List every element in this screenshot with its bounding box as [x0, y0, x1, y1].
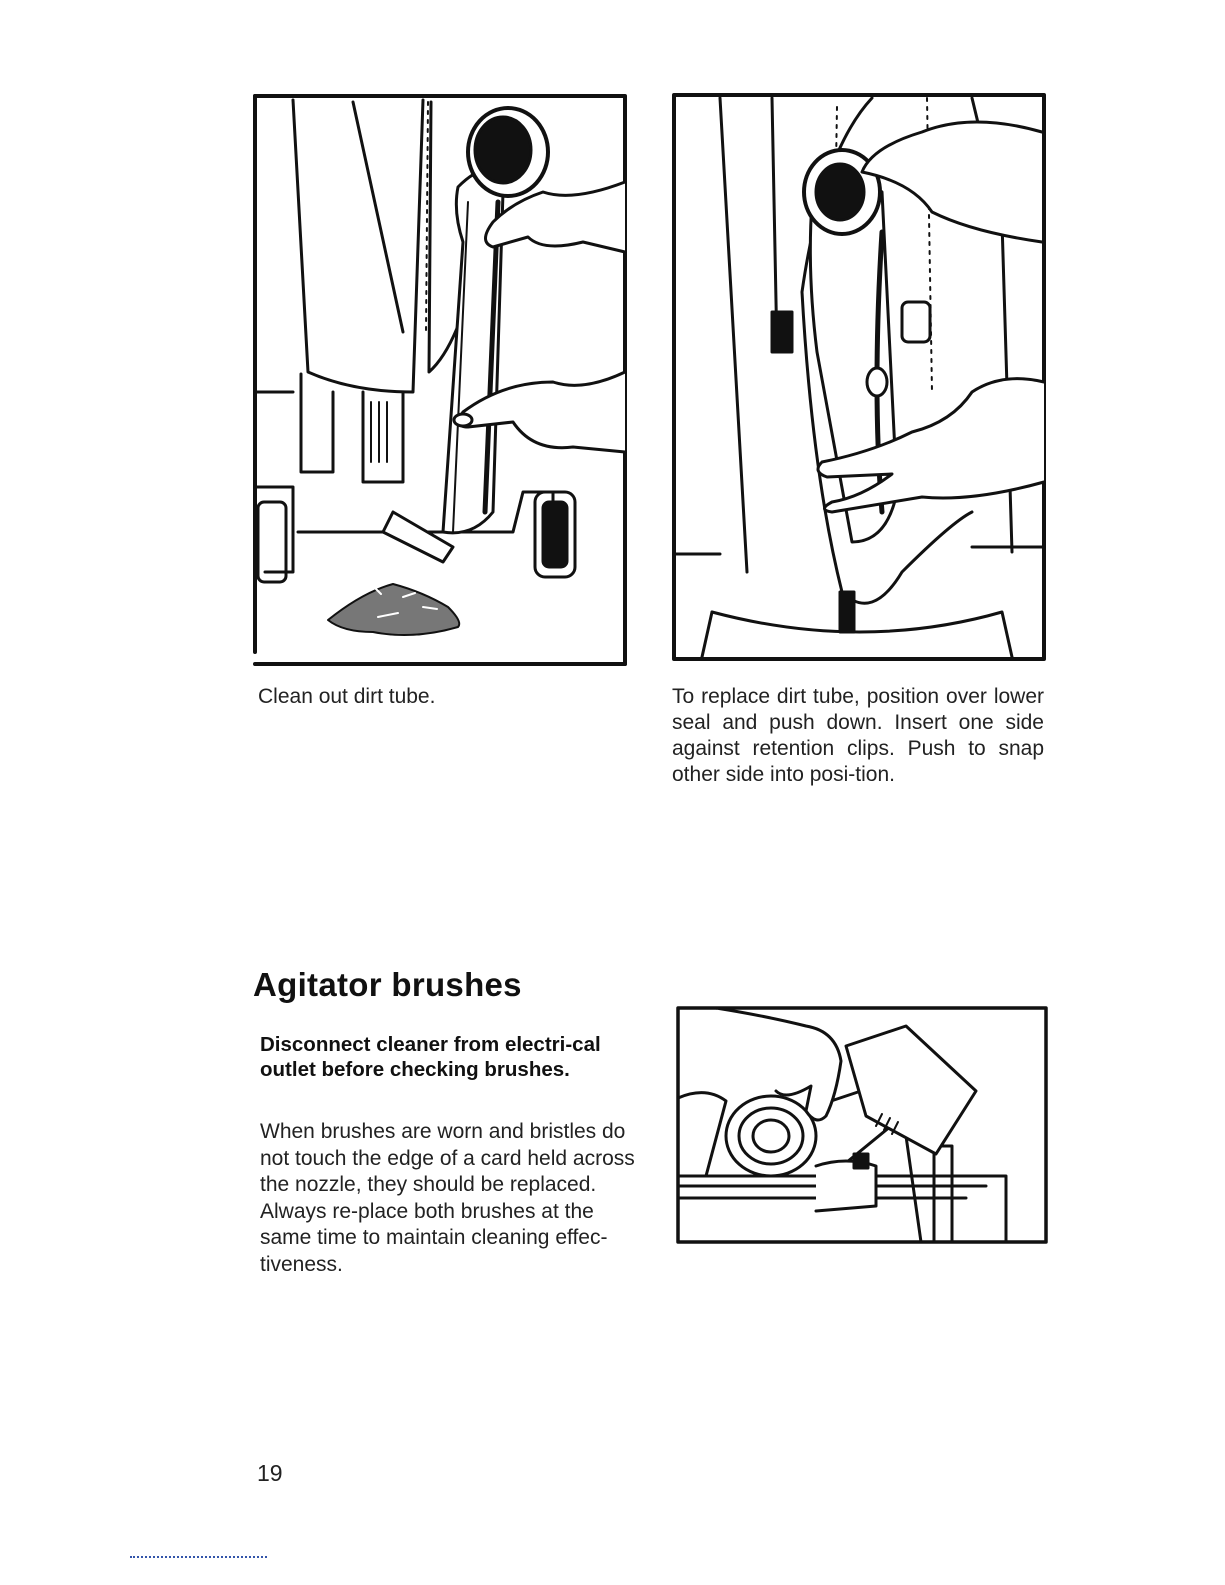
body-paragraph: When brushes are worn and bristles do not touch the edge of a card held across the nozzle, they should be replaced. Always re-place both brushes at the same time to maintain cleaning effec-tiveness.: [260, 1120, 635, 1276]
section-heading: Agitator brushes: [253, 966, 522, 1003]
figure-agitator-check: [676, 1006, 1049, 1248]
page-number: 19: [257, 1460, 283, 1486]
figure-clean-dirt-tube: [253, 92, 628, 670]
bottom-rule: [130, 1556, 267, 1558]
caption-clean-dirt-tube: Clean out dirt tube.: [258, 685, 436, 708]
figure-replace-dirt-tube: [672, 92, 1046, 662]
caption-replace-dirt-tube: To replace dirt tube, position over lower seal and push down. Insert one side against retention clips. Push to snap other side into posi-tion.: [672, 685, 1044, 786]
warning-text: Disconnect cleaner from electri-cal outlet before checking brushes.: [260, 1033, 601, 1081]
